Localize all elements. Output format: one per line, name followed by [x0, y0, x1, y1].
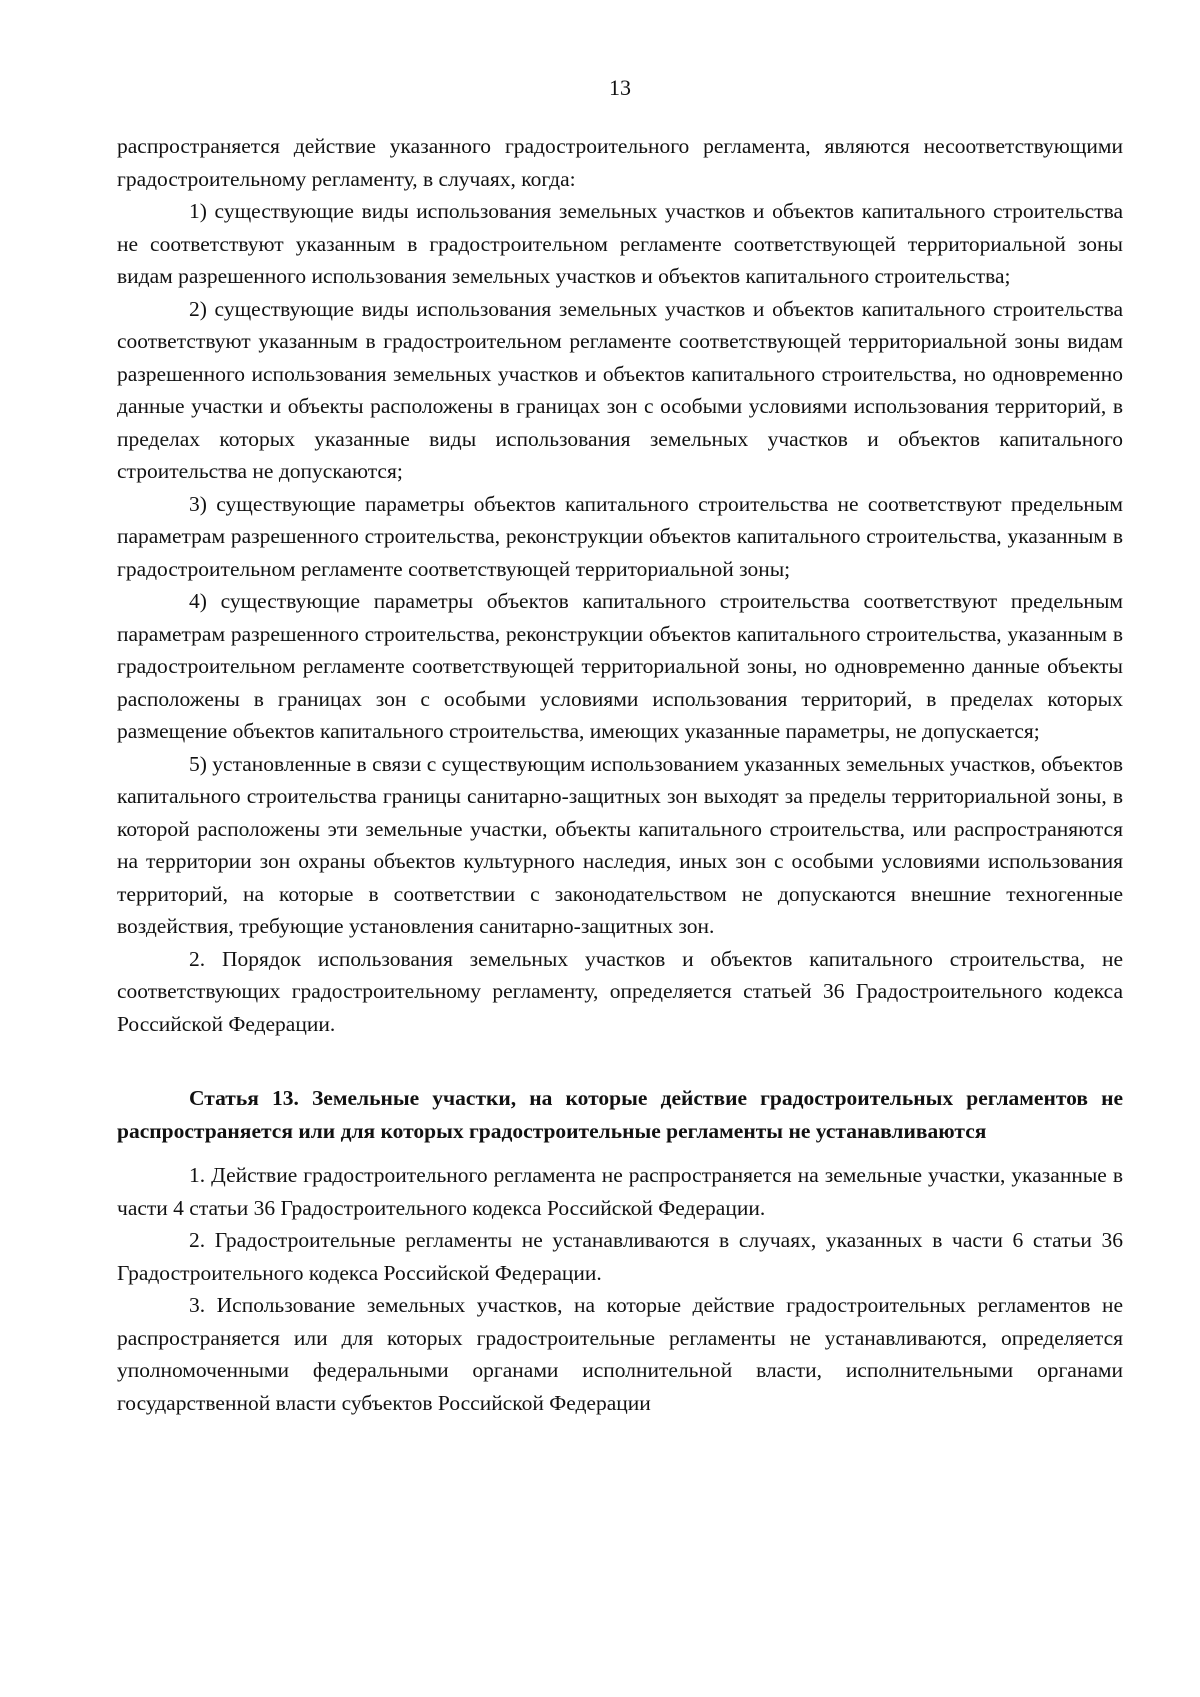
paragraph: 2. Порядок использования земельных участков и объектов капитального строительства, не соответствующих градостроительному регламенту, определяется статьей 36 Градостроительного кодекса Российской Федерации.	[117, 946, 1123, 1036]
article-paragraph-3: 3. Использование земельных участков, на которые действие градостроительных регламентов не распространяется или для которых градостроительные регламенты не устанавливаются, определяется уполномоченными федеральными органами исполнительной власти, исполнительными органами государственной власти субъектов Российской Федерации	[117, 1293, 1123, 1415]
list-item-2: 2) существующие виды использования земельных участков и объектов капитального строительства соответствуют указанным в градостроительном регламенте соответствующей территориальной зоны видам разрешенного использования земельных участков и объектов капитального строительства, но одновременно данные участки и объекты расположены в границах зон с особыми условиями использования территорий, в пределах которых указанные виды использования земельных участков и объектов капитального строительства не допускаются;	[117, 296, 1123, 483]
list-item-5: 5) установленные в связи с существующим использованием указанных земельных участков, объектов капитального строительства границы санитарно-защитных зон выходят за пределы территориальной зоны, в которой расположены эти земельные участки, объекты капитального строительства, или распространяются на территории зон охраны объектов культурного наследия, иных зон с особыми условиями использования территорий, на которые в соответствии с законодательством не допускаются внешние техногенные воздействия, требующие установления санитарно-защитных зон.	[117, 751, 1124, 938]
list-item-4: 4) существующие параметры объектов капитального строительства соответствуют предельным параметрам разрешенного строительства, реконструкции объектов капитального строительства, указанным в градостроительном регламенте соответствующей территориальной зоны, но одновременно данные объекты расположены в границах зон с особыми условиями использования территорий, в пределах которых размещение объектов капитального строительства, имеющих указанные параметры, не допускается;	[117, 589, 1123, 743]
paragraph: распространяется действие указанного градостроительного регламента, являются несоответствующими градостроительному регламенту, в случаях, когда:	[117, 134, 1123, 191]
article-title: Статья 13. Земельные участки, на которые действие градостроительных регламентов не распространяется или для которых градостроительные регламенты не устанавливаются	[117, 1086, 1123, 1143]
list-item-1: 1) существующие виды использования земельных участков и объектов капитального строительства не соответствуют указанным в градостроительном регламенте соответствующей территориальной зоны видам разрешенного использования земельных участков и объектов капитального строительства;	[117, 199, 1123, 288]
article-paragraph-1: 1. Действие градостроительного регламента не распространяется на земельные участки, указанные в части 4 статьи 36 Градостроительного кодекса Российской Федерации.	[117, 1163, 1123, 1220]
page-number: 13	[609, 75, 631, 100]
list-item-3: 3) существующие параметры объектов капитального строительства не соответствуют предельным параметрам разрешенного строительства, реконструкции объектов капитального строительства, указанным в градостроительном регламенте соответствующей территориальной зоны;	[117, 491, 1123, 581]
article-paragraph-2: 2. Градостроительные регламенты не устанавливаются в случаях, указанных в части 6 статьи 36 Градостроительного кодекса Российской Федерации.	[117, 1228, 1123, 1285]
document-body	[117, 130, 1123, 1419]
